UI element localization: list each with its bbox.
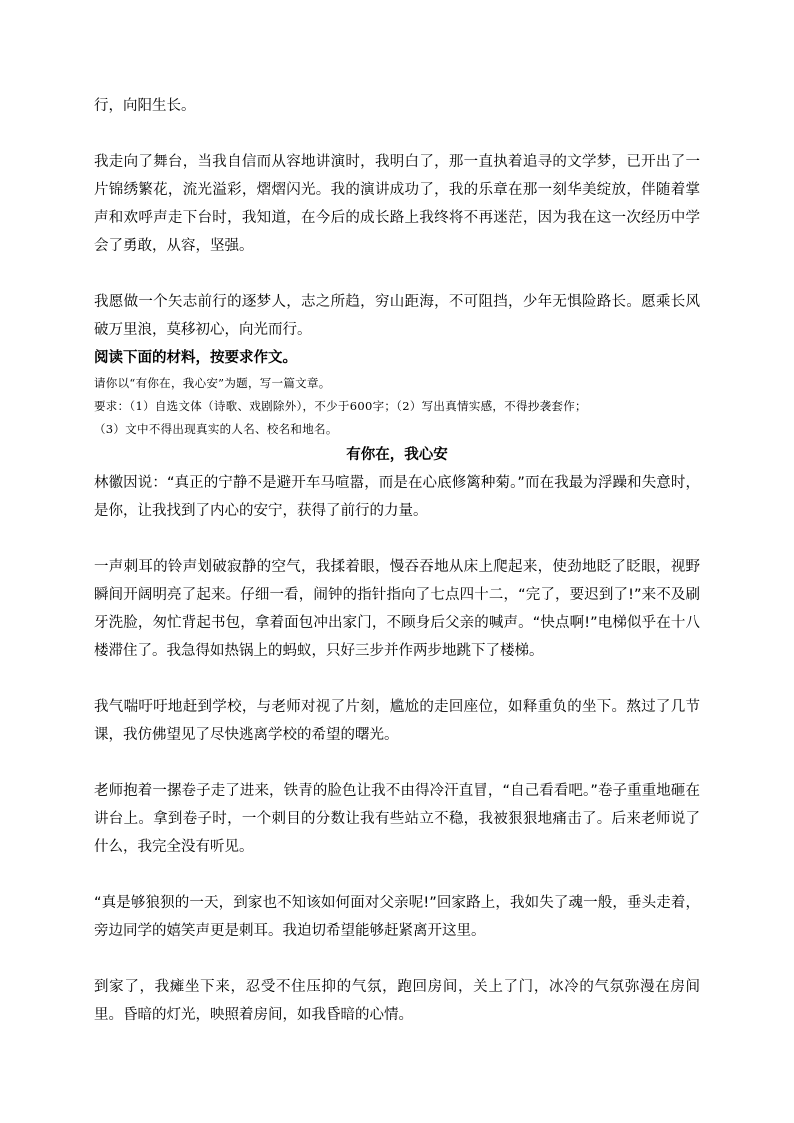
essay2-paragraph-5: “真是够狼狈的一天，到家也不知该如何面对父亲呢!”回家路上，我如失了魂一般，垂头走着，旁边同学的嬉笑声更是刺耳。我迫切希望能够赶紧离开这里。 [94,895,700,939]
prompt-line-2: 要求：（1）自选文体（诗歌、戏剧除外），不少于600字；（2）写出真情实感，不得抄袭套作； [94,399,587,413]
prompt-line-1: 请你以“有你在，我心安”为题，写一篇文章。 [94,376,331,390]
essay2-paragraph-4: 老师抱着一摞卷子走了进来，铁青的脸色让我不由得冷汗直冒，“自己看看吧。”卷子重重地砸在讲台上。拿到卷子时，一个刺目的分数让我有些站立不稳，我被狠狠地痛击了。后来老师说了什么，我完全没有听见。 [94,783,700,855]
prompt-heading: 阅读下面的材料，按要求作文。 [94,350,297,366]
essay1-paragraph-3: 我愿做一个矢志前行的逐梦人，志之所趋，穷山距海，不可阻挡，少年无惧险路长。愿乘长风破万里浪，莫移初心，向光而行。 [94,294,700,338]
essay2-paragraph-6: 到家了，我瘫坐下来，忍受不住压抑的气氛，跑回房间，关上了门，冰冷的气氛弥漫在房间里。昏暗的灯光，映照着房间，如我昏暗的心情。 [94,979,700,1023]
essay2-paragraph-2: 一声刺耳的铃声划破寂静的空气，我揉着眼，慢吞吞地从床上爬起来，使劲地眨了眨眼，视野瞬间开阔明亮了起来。仔细一看，闹钟的指针指向了七点四十二，“完了，要迟到了!”来不及刷牙洗脸，匆忙背起书包，拿着面包冲出家门，不顾身后父亲的喊声。“快点啊!”电梯似乎在十八楼滞住了。我急得如热锅上的蚂蚁，只好三步并作两步地跳下了楼梯。 [94,559,700,659]
essay1-paragraph-1: 行，向阳生长。 [94,98,196,114]
essay2-title: 有你在，我心安 [346,447,448,463]
essay2-paragraph-3: 我气喘吁吁地赶到学校，与老师对视了片刻，尴尬的走回座位，如释重负的坐下。熬过了几节课，我仿佛望见了尽快逃离学校的希望的曙光。 [94,699,700,743]
essay1-paragraph-2: 我走向了舞台，当我自信而从容地讲演时，我明白了，那一直执着追寻的文学梦，已开出了一片锦绣繁花，流光溢彩，熠熠闪光。我的演讲成功了，我的乐章在那一刻华美绽放，伴随着掌声和欢呼声走下台时，我知道，在今后的成长路上我终将不再迷茫，因为我在这一次经历中学会了勇敢，从容，坚强。 [94,154,700,254]
prompt-line-3: （3）文中不得出现真实的人名、校名和地名。 [94,422,338,436]
essay2-paragraph-1: 林徽因说：“真正的宁静不是避开车马喧嚣，而是在心底修篱种菊。”而在我最为浮躁和失意时，是你，让我找到了内心的安宁，获得了前行的力量。 [94,475,700,519]
document-page [94,92,700,1029]
